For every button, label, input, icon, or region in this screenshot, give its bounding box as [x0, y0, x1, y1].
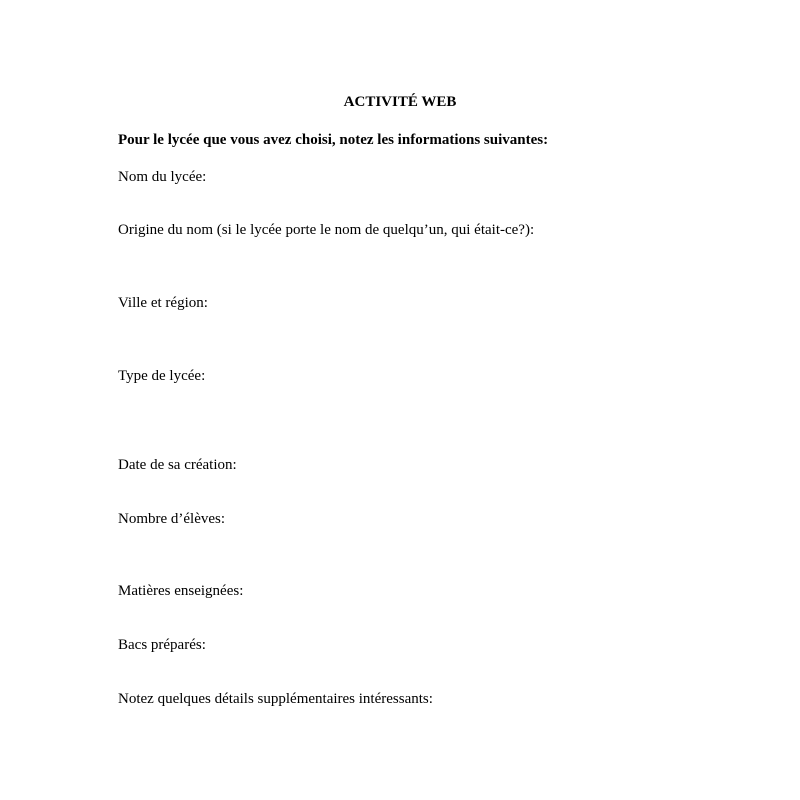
document-title: ACTIVITÉ WEB — [343, 94, 457, 110]
field-bacs-prepares: Bacs préparés: — [118, 637, 206, 653]
instruction-text: Pour le lycée que vous avez choisi, notez les informations suivantes: — [118, 132, 549, 148]
field-nom-du-lycee: Nom du lycée: — [118, 169, 207, 185]
field-origine-du-nom: Origine du nom (si le lycée porte le nom de quelqu’un, qui était-ce?): — [118, 222, 535, 238]
field-nombre-d-eleves: Nombre d’élèves: — [118, 511, 226, 527]
field-type-de-lycee: Type de lycée: — [118, 368, 206, 384]
field-ville-et-region: Ville et région: — [118, 295, 208, 311]
field-date-de-creation: Date de sa création: — [118, 457, 237, 473]
field-details-supplementaires: Notez quelques détails supplémentaires intéressants: — [118, 691, 433, 707]
field-matieres-enseignees: Matières enseignées: — [118, 583, 244, 599]
